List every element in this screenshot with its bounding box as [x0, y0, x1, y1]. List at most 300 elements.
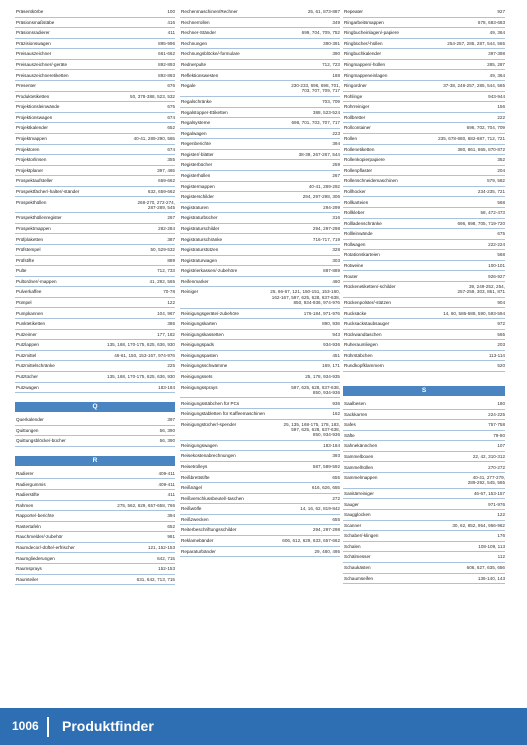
entry-term: Prospektfächer/-halter/-ständer: [16, 188, 80, 194]
index-entry: [15, 256, 175, 267]
index-entry: [15, 426, 175, 437]
entry-pages: 100: [167, 9, 175, 15]
entry-term: Reinigungskassetten: [181, 331, 224, 337]
entry-term: Reisekostenabrechnungen: [181, 453, 236, 459]
index-entry: [15, 102, 175, 113]
entry-pages: 176-184, 971-976: [303, 310, 340, 316]
entry-pages: 972: [497, 321, 505, 327]
index-entry: [180, 108, 340, 119]
index-entry: [343, 81, 505, 92]
entry-term: Rohrreiniger: [344, 104, 370, 110]
entry-pages: 890, 936: [322, 321, 340, 327]
entry-term: Reinigungsgeräte/-zubehöre: [181, 310, 239, 316]
entry-pages: 222: [497, 114, 505, 120]
entry-term: Reißverschlussbeutel/-taschen: [181, 495, 244, 501]
entry-pages: 397-398: [488, 51, 505, 57]
index-entry: [343, 229, 505, 240]
index-entry: [343, 176, 505, 187]
entry-term: Regalsysteme: [181, 120, 211, 126]
entry-term: Quittungen: [16, 427, 39, 433]
entry-term: Putzwagen: [16, 384, 39, 390]
entry-pages: 294, 297-298: [312, 225, 340, 231]
entry-term: Reifenmarker: [181, 278, 209, 284]
entry-term: Rahmen: [16, 502, 34, 508]
entry-term: Schaumseifen: [344, 575, 374, 581]
index-entry: [343, 462, 505, 473]
entry-pages: 122: [167, 300, 175, 305]
entry-term: Putztücher: [16, 374, 38, 380]
page-number: 1006: [12, 719, 39, 733]
entry-term: Reflektionswesten: [181, 72, 219, 78]
entry-pages: 597, 625, 628, 637-638, 850, 934-936: [291, 384, 340, 395]
index-entry: [180, 309, 340, 320]
entry-pages: 568: [497, 199, 505, 205]
entry-term: Reinigungstabletten für Kaffeemaschinen: [181, 411, 265, 417]
index-entry: [15, 415, 175, 426]
entry-term: Rollenetiketten: [344, 146, 375, 152]
entry-pages: 14, 16, 62, 819-842: [300, 506, 340, 512]
index-entry: [343, 441, 505, 452]
entry-pages: 386: [167, 321, 175, 327]
entry-pages: 223: [332, 130, 340, 136]
entry-term: Registermappen: [181, 183, 215, 189]
entry-pages: 40-41, 277-279, 289-292, 545, 565: [467, 475, 505, 486]
index-entry: [15, 532, 175, 543]
entry-term: Registraturschilder: [181, 225, 220, 231]
entry-pages: 156: [497, 104, 505, 110]
entry-term: Reparaturbänder: [181, 548, 216, 554]
entry-term: Rechner-Ständer: [181, 30, 216, 36]
entry-term: Präsentkörbe: [16, 9, 44, 15]
index-entry: [180, 536, 340, 547]
index-entry: [180, 525, 340, 536]
entry-term: Registrierkassen/-zubehöre: [181, 268, 238, 274]
entry-term: Regenberichte: [181, 141, 211, 147]
index-entry: [343, 102, 505, 113]
entry-term: Prüfstempel: [16, 247, 41, 253]
entry-term: Projektoren: [16, 146, 40, 152]
entry-term: Säfte: [344, 432, 355, 438]
entry-term: Schalen: [344, 543, 361, 549]
index-entry: [180, 81, 340, 97]
entry-pages: 565: [497, 331, 505, 337]
index-entry: [343, 28, 505, 39]
index-entry: [343, 319, 505, 330]
entry-term: Registraturen: [181, 204, 209, 210]
entry-pages: 50, 529-532: [150, 247, 175, 253]
index-entry: [180, 472, 340, 483]
entry-term: Ringarbeitsmappen: [344, 19, 384, 25]
entry-term: Putzmittel: [16, 352, 37, 358]
index-entry: [15, 224, 175, 235]
entry-term: Ringmappeneinlagen: [344, 72, 388, 78]
index-column-3: [343, 7, 505, 584]
entry-term: Rollbretter: [344, 114, 366, 120]
index-entry: [180, 504, 340, 515]
index-entry: [343, 431, 505, 442]
index-entry: [180, 340, 340, 351]
entry-pages: 235, 678-680, 682-687, 712, 721: [438, 136, 505, 142]
entry-term: Rechenmaschinen/Rechner: [181, 9, 238, 15]
index-entry: [343, 39, 505, 50]
entry-pages: 30, 62, 852, 954, 956-962: [452, 522, 505, 528]
index-entry: [15, 155, 175, 166]
entry-pages: 703, 709: [322, 99, 340, 105]
entry-pages: 676: [167, 83, 175, 89]
entry-pages: 267: [332, 173, 340, 179]
index-entry: [180, 18, 340, 29]
entry-pages: 40-41, 289-290, 565: [133, 136, 175, 142]
entry-term: Router: [344, 273, 358, 279]
index-entry: [15, 70, 175, 81]
index-entry: [343, 197, 505, 208]
entry-term: Rollwagen: [344, 241, 366, 247]
entry-term: Sammelboxen: [344, 453, 374, 459]
index-entry: [180, 330, 340, 341]
entry-term: Reinigungspads: [181, 342, 214, 348]
index-entry: [180, 383, 340, 399]
index-entry: [15, 92, 175, 103]
entry-pages: 712, 733: [157, 268, 175, 274]
entry-term: Rollkarteien: [344, 199, 369, 205]
entry-term: Rundkopfklammern: [344, 363, 384, 369]
entry-term: Rollenpflaster: [344, 167, 373, 173]
index-entry: [343, 166, 505, 177]
entry-pages: 696, 702, 704, 709: [466, 125, 505, 131]
index-entry: [180, 234, 340, 245]
entry-term: Prüfplaketten: [16, 236, 44, 242]
entry-pages: 303: [332, 257, 340, 263]
entry-term: Rückenetiketten/-schilder: [344, 284, 396, 290]
entry-term: Radierer: [16, 470, 34, 476]
entry-pages: 49, 364: [489, 72, 505, 78]
index-entry: [15, 145, 175, 156]
index-entry: [15, 553, 175, 564]
index-entry: [180, 70, 340, 81]
entry-pages: 632, 659-662: [147, 188, 175, 194]
index-entry: [180, 441, 340, 452]
entry-term: Putzmittelschränke: [16, 363, 55, 369]
entry-pages: 349: [332, 19, 340, 25]
index-entry: [343, 60, 505, 71]
entry-term: Schaber/-klingen: [344, 533, 379, 539]
entry-pages: 616, 626, 655: [311, 485, 340, 491]
index-entry: [15, 213, 175, 224]
entry-pages: 409-411: [158, 481, 175, 487]
index-entry: [15, 60, 175, 71]
entry-pages: 904: [497, 300, 505, 305]
entry-term: Rapporte/-berichte: [16, 513, 55, 519]
index-column-2: [180, 7, 340, 557]
entry-term: Pulte: [16, 268, 27, 274]
index-entry: [343, 113, 505, 124]
entry-term: Registraturbücher: [181, 215, 218, 221]
entry-pages: 121, 152-153: [147, 544, 175, 550]
index-entry: [15, 81, 175, 92]
entry-term: Reinigungstücher/-spender: [181, 421, 237, 427]
entry-pages: 183-184: [323, 442, 340, 448]
entry-pages: 222-224: [488, 241, 505, 247]
entry-pages: 224-225: [488, 411, 505, 417]
index-entry: [343, 123, 505, 134]
index-entry: [180, 150, 340, 161]
entry-pages: 943-944: [488, 93, 505, 99]
entry-term: Pulverkaffee: [16, 289, 42, 295]
entry-pages: 152-153: [158, 566, 175, 572]
entry-term: Raumteiler: [16, 576, 39, 582]
entry-pages: 316: [332, 215, 340, 221]
entry-pages: 234-235, 721: [477, 188, 505, 194]
entry-term: Projektmappen: [16, 136, 47, 142]
index-entry: [180, 171, 340, 182]
index-entry: [15, 277, 175, 288]
entry-term: Registraturstützen: [181, 247, 219, 253]
entry-term: Sanitärreiniger: [344, 490, 374, 496]
index-entry: [15, 39, 175, 50]
entry-term: Putzlappen: [16, 342, 39, 348]
entry-term: Rollenkopierpapiere: [344, 157, 385, 163]
entry-term: Rohlinge: [344, 93, 363, 99]
entry-term: Presenter: [16, 83, 36, 89]
entry-term: Rührstäbchen: [344, 352, 373, 358]
entry-term: Rollen: [344, 136, 358, 142]
entry-term: Saalbesen: [344, 401, 366, 407]
footer-divider: [47, 717, 49, 737]
index-entry: [180, 409, 340, 420]
index-entry: [343, 499, 505, 510]
index-column-1: [15, 7, 175, 585]
entry-term: Registerhüllen: [181, 173, 211, 179]
entry-term: Rednerpulte: [181, 61, 207, 67]
entry-pages: 25, 61, 873-887: [307, 9, 340, 15]
entry-term: Pümpel: [16, 300, 32, 305]
entry-pages: 204: [497, 167, 505, 173]
entry-term: Radierstifte: [16, 492, 40, 498]
index-entry: [343, 7, 505, 18]
entry-pages: 895-996: [158, 40, 175, 46]
entry-pages: 38-39, 267-267, 544: [298, 151, 340, 157]
entry-term: Reißbrettstifte: [181, 474, 210, 480]
index-entry: [180, 60, 340, 71]
entry-pages: 25, 66-67, 121, 150-151, 153-160, 162-167, 597, 625, 628, 637-638, 850, 934-936, 974-976: [270, 289, 340, 306]
entry-pages: 46-67, 153-157: [473, 490, 505, 496]
entry-pages: 50, 378-388, 523, 532: [130, 93, 175, 99]
entry-pages: 587, 589-592: [312, 464, 340, 469]
index-entry: [180, 7, 340, 18]
entry-pages: 892-893: [158, 72, 175, 78]
index-entry: [343, 531, 505, 542]
entry-pages: 397: [167, 417, 175, 423]
index-entry: [343, 18, 505, 29]
entry-term: Reinigungsstäbchen für PCs: [181, 400, 240, 406]
entry-term: Reinigungssets: [181, 374, 213, 380]
entry-term: Produktetiketten: [16, 93, 50, 99]
entry-pages: 520: [497, 363, 505, 369]
entry-term: Preisauszeichner: [16, 51, 52, 57]
entry-term: Rückwandtaschen: [344, 331, 382, 337]
entry-pages: 936: [332, 400, 340, 406]
index-entry: [15, 372, 175, 383]
entry-pages: 259: [332, 162, 340, 168]
entry-term: Rollladenschränke: [344, 220, 382, 226]
entry-term: Sammelmappen: [344, 475, 378, 481]
index-entry: [180, 266, 340, 277]
entry-term: Prospektmappen: [16, 225, 51, 231]
index-entry: [343, 340, 505, 351]
entry-term: Raumgliederungen: [16, 555, 55, 561]
entry-pages: 14, 60, 586-588, 590, 593-594: [443, 310, 505, 316]
index-entry: [343, 240, 505, 251]
index-entry: [180, 277, 340, 288]
index-entry: [180, 547, 340, 558]
entry-term: Reinigungswagen: [181, 442, 218, 448]
index-entry: [343, 271, 505, 282]
entry-term: Quittungsblöcke/-bücher: [16, 438, 66, 444]
index-entry: [180, 129, 340, 140]
index-entry: [343, 145, 505, 156]
entry-pages: 451: [332, 352, 340, 358]
entry-pages: 390: [332, 51, 340, 57]
entry-term: Präzisionswagen: [16, 40, 51, 46]
index-entry: [180, 451, 340, 462]
entry-term: Rastertafeln: [16, 523, 41, 529]
entry-term: Rucksackstaubsauger: [344, 321, 390, 327]
entry-term: Rechnungsblöcke/-formulare: [181, 51, 240, 57]
index-entry: [180, 319, 340, 330]
entry-term: Reklamebänder: [181, 538, 214, 544]
index-entry: [15, 134, 175, 145]
entry-term: Projektionswagen: [16, 114, 53, 120]
entry-term: Rotweine: [344, 262, 364, 268]
entry-pages: 135, 168, 170-175, 625, 636, 930: [107, 342, 175, 348]
index-entry: [343, 489, 505, 500]
index-entry: [15, 361, 175, 372]
entry-term: Projektplaner: [16, 167, 44, 173]
entry-pages: 387: [167, 236, 175, 242]
entry-term: Ringmappen/-hüllen: [344, 61, 386, 67]
entry-term: Regale: [181, 83, 196, 89]
index-entry: [343, 563, 505, 574]
entry-pages: 135, 168, 170-175, 625, 636, 930: [107, 374, 175, 380]
entry-pages: 176: [497, 533, 505, 539]
entry-pages: 655: [332, 516, 340, 522]
index-entry: [15, 234, 175, 245]
entry-term: Rückenpolster/-stützen: [344, 300, 391, 305]
entry-pages: 699, 704, 709, 752: [301, 30, 340, 36]
entry-term: Reinigungsschwämme: [181, 363, 228, 369]
index-entry: [180, 224, 340, 235]
entry-pages: 892-893: [158, 61, 175, 67]
entry-pages: 254-257, 285, 287, 544, 565: [447, 40, 505, 46]
entry-pages: 390-391: [323, 40, 340, 46]
index-entry: [15, 166, 175, 177]
entry-pages: 698, 701, 703, 707, 717: [291, 120, 340, 126]
entry-pages: 183-184: [158, 384, 175, 390]
entry-pages: 282-284: [158, 225, 175, 231]
entry-term: Reisetrolleys: [181, 464, 208, 469]
index-entry: [15, 176, 175, 187]
index-entry: [343, 298, 505, 309]
entry-pages: 394: [332, 141, 340, 147]
entry-term: Registraturwagen: [181, 257, 218, 263]
index-entry: [15, 575, 175, 586]
entry-term: Rollcontainer: [344, 125, 371, 131]
index-entry: [343, 250, 505, 261]
index-entry: [15, 308, 175, 319]
index-entry: [15, 18, 175, 29]
entry-pages: 661-662: [158, 51, 175, 57]
entry-term: Raumsprays: [16, 566, 42, 572]
letter-header-s: S: [343, 386, 505, 396]
entry-pages: 46-61, 150, 153-167, 974-976: [114, 352, 175, 358]
entry-pages: 352: [497, 157, 505, 163]
entry-term: Rucksäcke: [344, 310, 367, 316]
entry-pages: 37-38, 248-257, 285, 544, 565: [443, 83, 505, 89]
entry-pages: 971-976: [488, 501, 505, 507]
index-entry: [180, 213, 340, 224]
index-entry: [15, 319, 175, 330]
entry-pages: 49, 364: [489, 30, 505, 36]
entry-pages: 416: [167, 19, 175, 25]
entry-pages: 606, 627, 635, 656: [466, 565, 505, 571]
entry-pages: 678, 683-683: [477, 19, 505, 25]
entry-term: Rollleinwände: [344, 231, 373, 237]
entry-pages: 579, 582: [487, 178, 505, 184]
entry-pages: 934-936: [323, 342, 340, 348]
entry-pages: 162: [332, 411, 340, 417]
entry-pages: 112: [497, 554, 505, 560]
index-entry: [343, 219, 505, 230]
entry-pages: 41, 292, 565: [149, 278, 175, 284]
entry-pages: 70-78: [163, 289, 175, 295]
entry-pages: 675: [167, 104, 175, 110]
index-entry: [180, 420, 340, 441]
entry-pages: 113-114: [488, 352, 505, 358]
entry-pages: 887-889: [323, 268, 340, 274]
entry-term: Punktetiketten: [16, 321, 46, 327]
entry-pages: 696, 698, 705, 719-720: [457, 220, 505, 226]
entry-pages: 674: [167, 114, 175, 120]
index-entry: [180, 361, 340, 372]
entry-pages: 642, 715: [157, 555, 175, 561]
entry-term: Sackkarren: [344, 411, 368, 417]
index-entry: [180, 372, 340, 383]
entry-pages: 79-80: [493, 432, 505, 438]
entry-term: Reinigungskarten: [181, 321, 217, 327]
entry-term: Reiterbeschriftungsschilder: [181, 527, 237, 533]
entry-term: Ringbucheinlagen/-papiere: [344, 30, 399, 36]
letter-header-r: R: [15, 456, 175, 466]
entry-pages: 328: [332, 247, 340, 253]
index-entry: [343, 510, 505, 521]
entry-pages: 100-101: [488, 262, 505, 268]
entry-term: Pultordner/-mappen: [16, 278, 57, 284]
index-entry: [343, 574, 505, 585]
index-entry: [15, 351, 175, 362]
entry-pages: 104, 967: [157, 310, 175, 316]
entry-term: Ringbuchkalender: [344, 51, 382, 57]
index-entry: [15, 7, 175, 18]
entry-term: Prüfstifte: [16, 257, 35, 263]
entry-pages: 409-411: [158, 470, 175, 476]
entry-term: Scanner: [344, 522, 362, 528]
entry-term: Reißnägel: [181, 485, 202, 491]
entry-pages: 393: [332, 453, 340, 459]
index-entry: [15, 287, 175, 298]
index-entry: [343, 92, 505, 103]
index-entry: [343, 208, 505, 219]
index-entry: [15, 340, 175, 351]
